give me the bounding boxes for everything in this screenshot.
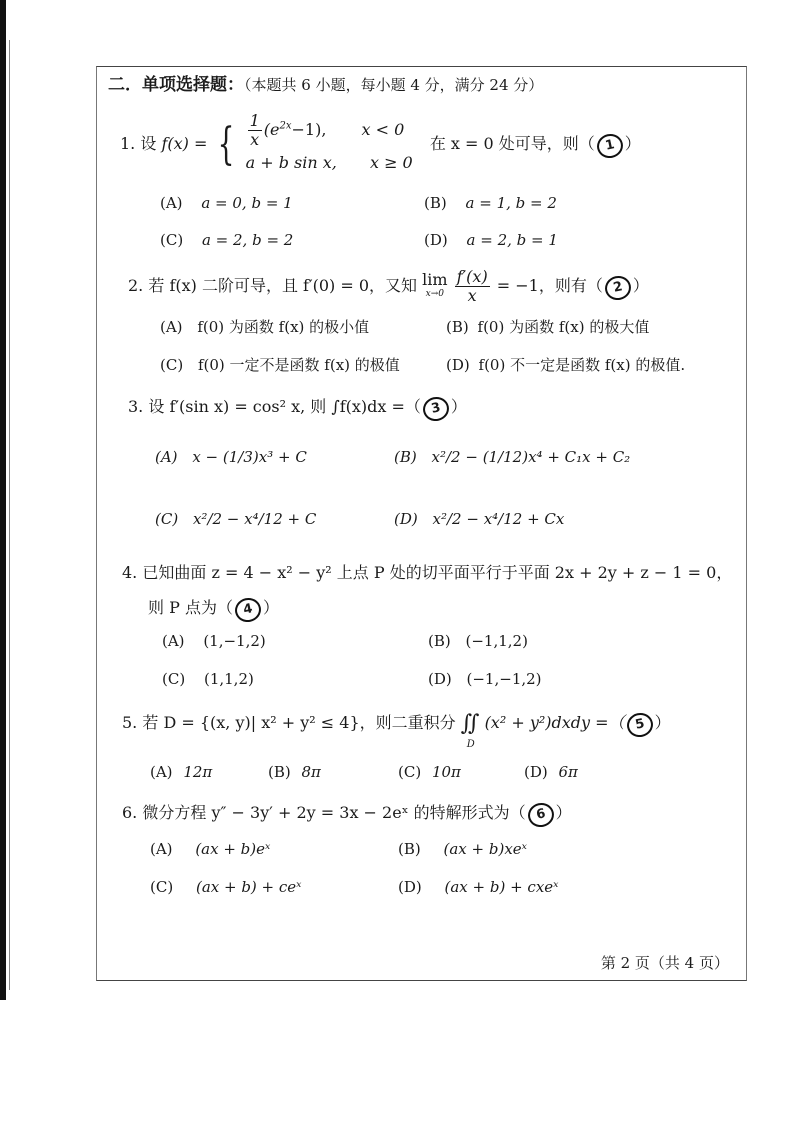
- q4-option-d: [428, 670, 542, 688]
- scan-edge-line: [9, 40, 10, 990]
- q2-limit: [422, 269, 448, 301]
- q2-option-b-label: (B): [446, 318, 469, 336]
- q3-close: ）: [450, 397, 467, 416]
- q1-case2-cond: x ≥ 0: [369, 153, 413, 172]
- q1-option-b-text: a = 1, b = 2: [465, 194, 557, 212]
- q6-option-a-label: (A): [150, 840, 173, 858]
- question-3: [128, 394, 467, 421]
- q3-option-c-text: x²/2 − x⁴/12 + C: [192, 510, 317, 528]
- q6-option-a: [150, 840, 270, 858]
- q2-stem-b: = −1，则有（: [496, 276, 603, 295]
- question-4-line2: [148, 595, 279, 622]
- q2-option-d-text: f(0) 不一定是函数 f(x) 的极值.: [478, 356, 686, 374]
- q3-option-b-label: (B): [394, 448, 417, 466]
- q1-option-b-label: (B): [424, 194, 447, 212]
- q5-option-d-label: (D): [524, 763, 548, 781]
- q1-case1-expr: (e: [263, 120, 280, 139]
- q4-stem-line1: 已知曲面 z = 4 − x² − y² 上点 P 处的切平面平行于平面 2x + 2y + z − 1 = 0，: [142, 563, 733, 582]
- q1-option-b: [424, 194, 557, 212]
- q4-option-c-label: (C): [162, 670, 186, 688]
- q1-case1-cond: x < 0: [361, 120, 405, 139]
- q6-option-c: [150, 878, 302, 896]
- q1-brace-icon: {: [218, 118, 235, 170]
- q2-close: ）: [632, 276, 649, 295]
- q3-option-d: [394, 510, 564, 528]
- q5-option-c-text: 10π: [431, 763, 461, 781]
- q4-option-b-text: (−1,1,2): [465, 632, 528, 650]
- q1-option-c: [160, 231, 293, 249]
- q2-frac-num: f′(x): [456, 267, 488, 286]
- q5-option-c: [398, 763, 461, 781]
- q2-frac-den: x: [467, 286, 477, 305]
- q6-option-a-text: (ax + b)eˣ: [195, 840, 271, 858]
- q4-option-d-label: (D): [428, 670, 452, 688]
- q5-integral-sub: D: [466, 739, 475, 750]
- q2-option-c: [160, 354, 400, 375]
- q5-integral-sign: ∬: [460, 711, 480, 736]
- page-number: 第 2 页（共 4 页）: [600, 954, 729, 972]
- q1-case2-expr: a + b sin x,: [245, 153, 337, 172]
- q5-stem-a: 若 D = {(x, y)| x² + y² ≤ 4}，则二重积分: [142, 713, 456, 732]
- q1-piecewise: [212, 112, 412, 177]
- q3-option-b-text: x²/2 − (1/12)x⁴ + C₁x + C₂: [431, 448, 631, 466]
- q2-option-a-label: (A): [160, 318, 183, 336]
- section-heading: [108, 70, 543, 95]
- q1-option-d: [424, 231, 558, 249]
- q2-option-b: [446, 316, 649, 337]
- q6-number: 6.: [122, 803, 138, 822]
- q2-option-a-text: f(0) 为函数 f(x) 的极小值: [197, 318, 370, 336]
- q5-number: 5.: [122, 713, 138, 732]
- q4-option-a-label: (A): [162, 632, 185, 650]
- q2-answer-mark: 2: [603, 274, 633, 303]
- q1-option-d-label: (D): [424, 231, 448, 249]
- question-4: [122, 560, 732, 583]
- q3-number: 3.: [128, 397, 144, 416]
- q1-stem-suffix: 在 x = 0 处可导，则（: [429, 134, 595, 153]
- q1-close: ）: [624, 134, 641, 153]
- q4-option-a: [162, 632, 266, 650]
- q3-option-a-label: (A): [155, 448, 178, 466]
- q6-option-d-text: (ax + b) + cxeˣ: [444, 878, 559, 896]
- q5-option-b-text: 8π: [301, 763, 321, 781]
- q3-option-a: [155, 448, 307, 466]
- q3-option-d-label: (D): [394, 510, 418, 528]
- q2-frac: [455, 268, 490, 305]
- q1-number: 1.: [120, 134, 136, 153]
- q5-option-b: [268, 763, 321, 781]
- q2-option-d-label: (D): [446, 356, 470, 374]
- question-6: [122, 800, 572, 827]
- q5-option-c-label: (C): [398, 763, 422, 781]
- q6-option-d: [398, 878, 559, 896]
- q5-close: ）: [654, 713, 671, 732]
- q1-case1-frac: $\frac{1}{x}$: [249, 111, 260, 149]
- q6-close: ）: [555, 803, 572, 822]
- q3-option-b: [394, 448, 630, 466]
- q1-stem-prefix: 设: [140, 134, 157, 153]
- q6-option-b-label: (B): [398, 840, 421, 858]
- q4-option-d-text: (−1,−1,2): [466, 670, 542, 688]
- q2-stem-a: 若 f(x) 二阶可导，且 f′(0) = 0，又知: [148, 276, 418, 295]
- q2-lim-sub: x→0: [425, 288, 444, 299]
- q3-option-d-text: x²/2 − x⁴/12 + Cx: [432, 510, 565, 528]
- q2-number: 2.: [128, 276, 144, 295]
- q4-option-b-label: (B): [428, 632, 451, 650]
- q2-lim-text: lim: [422, 269, 448, 289]
- q6-option-c-text: (ax + b) + ceˣ: [195, 878, 302, 896]
- q4-number: 4.: [122, 563, 138, 582]
- q4-close: ）: [262, 598, 279, 617]
- q1-option-a-label: (A): [160, 194, 183, 212]
- q2-option-d: [446, 354, 685, 375]
- q5-double-integral: [460, 711, 480, 750]
- scan-edge: [0, 0, 6, 1000]
- q6-stem: 微分方程 y″ − 3y′ + 2y = 3x − 2eˣ 的特解形式为（: [142, 803, 526, 822]
- q6-option-b-text: (ax + b)xeˣ: [443, 840, 527, 858]
- q5-option-a-label: (A): [150, 763, 173, 781]
- section-title: 二．单项选择题：: [108, 75, 244, 95]
- question-2: [128, 268, 649, 305]
- q5-option-d: [524, 763, 578, 781]
- q3-answer-mark: 3: [421, 395, 451, 424]
- q5-stem-b: (x² + y²)dxdy =（: [484, 713, 625, 732]
- q4-option-c: [162, 670, 254, 688]
- q1-option-a: [160, 194, 293, 212]
- q1-option-c-label: (C): [160, 231, 184, 249]
- question-5: [122, 710, 671, 750]
- q5-option-a: [150, 763, 212, 781]
- q2-option-a: [160, 316, 369, 337]
- q5-option-d-text: 6π: [558, 763, 578, 781]
- question-1: [120, 112, 641, 177]
- q6-answer-mark: 6: [525, 801, 555, 830]
- q3-option-c-label: (C): [155, 510, 179, 528]
- q1-case1-exp: 2x: [279, 120, 292, 132]
- q3-stem: 设 f′(sin x) = cos² x, 则 ∫f(x)dx =（: [148, 397, 421, 416]
- q4-stem-line2: 则 P 点为（: [148, 598, 233, 617]
- q5-answer-mark: 5: [624, 711, 654, 740]
- q5-option-b-label: (B): [268, 763, 291, 781]
- q1-func: f(x) =: [161, 134, 208, 153]
- q1-option-a-text: a = 0, b = 1: [201, 194, 293, 212]
- q3-option-c: [155, 510, 316, 528]
- q2-option-b-text: f(0) 为函数 f(x) 的极大值: [477, 318, 650, 336]
- q6-option-b: [398, 840, 527, 858]
- q6-option-c-label: (C): [150, 878, 174, 896]
- q4-answer-mark: 4: [233, 596, 263, 625]
- q1-option-c-text: a = 2, b = 2: [201, 231, 294, 249]
- q3-option-a-text: x − (1/3)x³ + C: [192, 448, 307, 466]
- q6-option-d-label: (D): [398, 878, 422, 896]
- q2-option-c-label: (C): [160, 356, 184, 374]
- q1-option-d-text: a = 2, b = 1: [466, 231, 558, 249]
- q4-option-a-text: (1,−1,2): [203, 632, 266, 650]
- q4-option-c-text: (1,1,2): [203, 670, 254, 688]
- q1-case1-tail: −1),: [291, 120, 327, 139]
- q2-option-c-text: f(0) 一定不是函数 f(x) 的极值: [197, 356, 400, 374]
- section-rule: （本题共 6 小题，每小题 4 分，满分 24 分）: [244, 76, 544, 94]
- q1-answer-mark: 1: [595, 132, 625, 161]
- q5-option-a-text: 12π: [183, 763, 213, 781]
- q4-option-b: [428, 632, 528, 650]
